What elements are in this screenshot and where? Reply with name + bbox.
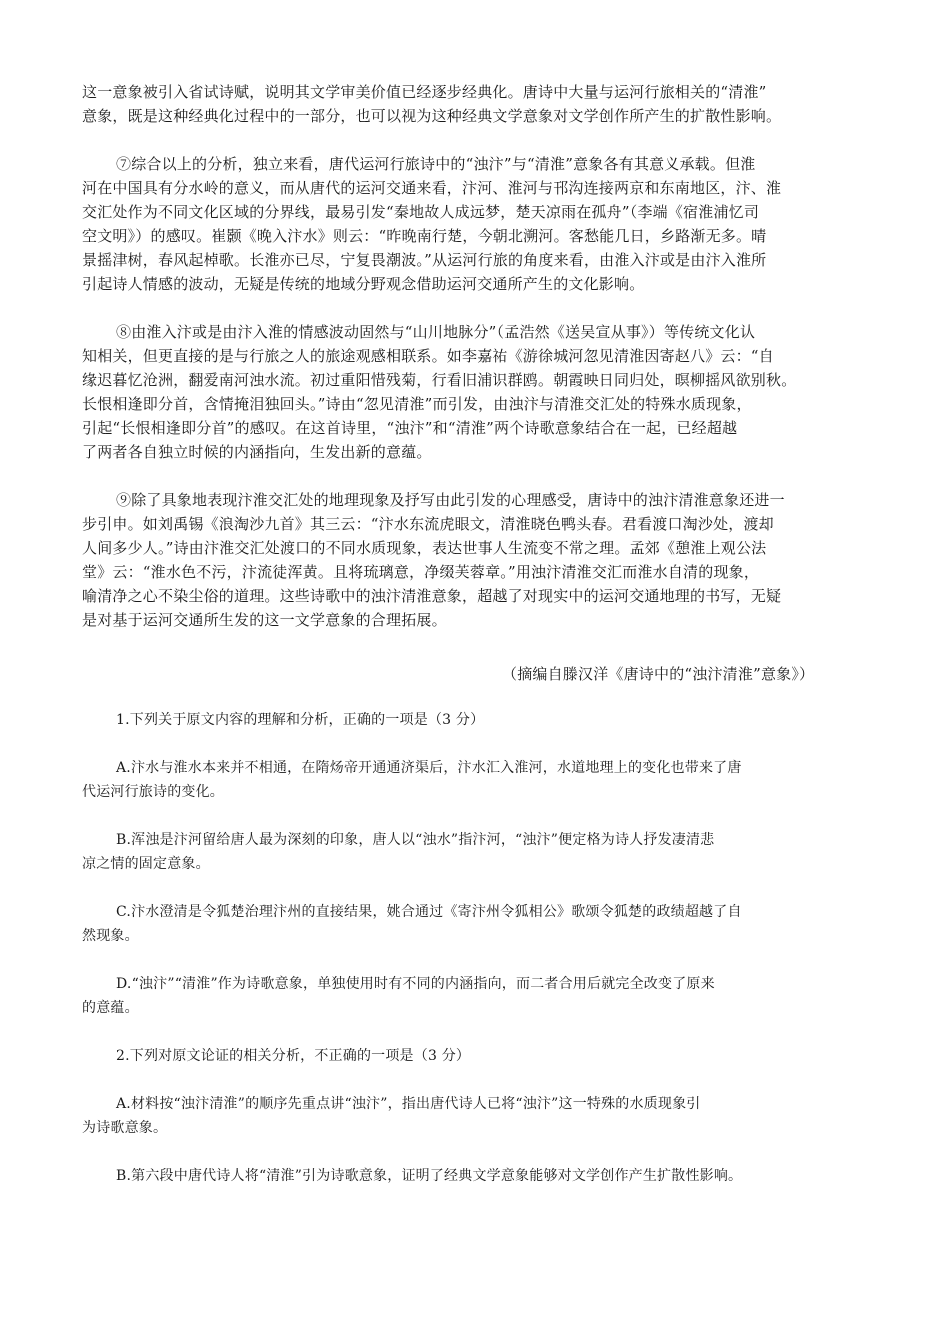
text-line: ⑦综合以上的分析，独立来看，唐代运河行旅诗中的“浊汴”与“清淮”意象各有其意义承载。但淮	[116, 155, 756, 173]
option-a-cont: 代运河行旅诗的变化。	[82, 784, 224, 800]
text-line: 河在中国具有分水岭的意义，而从唐代的运河交通来看，汴河、淮河与邗沟连接两京和东南地区，汴、淮	[82, 179, 782, 197]
text-line: 引起诗人情感的波动，无疑是传统的地域分野观念借助运河交通所产生的文化影响。	[82, 275, 645, 293]
text-line: 是对基于运河交通所生发的这一文学意象的合理拓展。	[82, 611, 447, 629]
text-line: 空文明》）的感叹。崔颢《晚入汴水》则云：“昨晚南行楚，今朝北溯河。客愁能几日，乡路渐无多。晴	[82, 227, 767, 245]
question-stem: 1.下列关于原文内容的理解和分析，正确的一项是（3 分）	[116, 712, 485, 728]
text-line: 了两者各自独立时候的内涵指向，生发出新的意蕴。	[82, 443, 432, 461]
option-b: B.第六段中唐代诗人将“清淮”引为诗歌意象，证明了经典文学意象能够对文学创作产生扩散性影响。	[116, 1168, 743, 1184]
option-b-cont: 凉之情的固定意象。	[82, 856, 210, 872]
text-line: 喻清净之心不染尘俗的道理。这些诗歌中的浊汴清淮意象，超越了对现实中的运河交通地理的书写，无疑	[82, 587, 782, 605]
text-line: 步引申。如刘禹锡《浪淘沙九首》其三云：“汴水东流虎眼文，清淮晓色鸭头春。君看渡口淘沙处，渡却	[82, 515, 774, 533]
option-b: B.浑浊是汴河留给唐人最为深刻的印象，唐人以“浊水”指汴河，“浊汴”便定格为诗人抒发凄清悲	[116, 832, 715, 848]
text-line: 缘迟暮忆沧洲，翻爱南河浊水流。初过重阳惜残菊，行看旧浦识群鸥。朝霞映日同归处，暝柳摇风欲别秋。	[82, 371, 797, 389]
text-line: 景摇津树，春风起棹歌。长淮亦已尽，宁复畏潮波。”从运河行旅的角度来看，由淮入汴或是由汴入淮所	[82, 251, 767, 269]
text-line: 引起“长恨相逢即分首”的感叹。在这首诗里，“浊汴”和“清淮”两个诗歌意象结合在一起，已经超越	[82, 419, 738, 437]
text-line: 知相关，但更直接的是与行旅之人的旅途观感相联系。如李嘉祐《游徐城河忽见清淮因寄赵八》云：“自	[82, 347, 774, 365]
question-stem: 2.下列对原文论证的相关分析，不正确的一项是（3 分）	[116, 1048, 471, 1064]
text-line: 交汇处作为不同文化区域的分界线，最易引发“秦地故人成远梦，楚天凉雨在孤舟”（李端《宿淮浦忆司	[82, 203, 760, 221]
text-line: ⑧由淮入汴或是由汴入淮的情感波动固然与“山川地脉分”（孟浩然《送吴宣从事》）等传统文化认	[116, 323, 756, 341]
text-line: 堂》云：“淮水色不污，汴流徒浑黄。且将琉璃意，净缀芙蓉章。”用浊汴清淮交汇而淮水自清的现象，	[82, 563, 760, 581]
option-d: D.“浊汴”“清淮”作为诗歌意象，单独使用时有不同的内涵指向，而二者合用后就完全改变了原来	[116, 976, 715, 992]
option-a-cont: 为诗歌意象。	[82, 1120, 168, 1136]
option-a: A.材料按“浊汴清淮”的顺序先重点讲“浊汴”，指出唐代诗人已将“浊汴”这一特殊的水质现象引	[116, 1096, 701, 1112]
option-c: C.汴水澄清是令狐楚治理汴州的直接结果，姚合通过《寄汴州令狐相公》歌颂令狐楚的政绩超越了自	[116, 904, 742, 920]
option-d-cont: 的意蕴。	[82, 1000, 139, 1016]
option-a: A.汴水与淮水本来并不相通，在隋炀帝开通通济渠后，汴水汇入淮河，水道地理上的变化也带来了唐	[116, 760, 742, 776]
text-line: ⑨除了具象地表现汴淮交汇处的地理现象及抒写由此引发的心理感受，唐诗中的浊汴清淮意象还进一	[116, 491, 785, 509]
option-c-cont: 然现象。	[82, 928, 139, 944]
text-line: 意象，既是这种经典化过程中的一部分，也可以视为这种经典文学意象对文学创作所产生的扩散性影响。	[82, 107, 782, 125]
source-citation: （摘编自滕汉洋《唐诗中的“浊汴清淮”意象》）	[502, 665, 815, 683]
text-line: 人间多少人。”诗由汴淮交汇处渡口的不同水质现象，表达世事人生流变不常之理。孟郊《憩淮上观公法	[82, 539, 767, 557]
text-line: 长恨相逢即分首，含情掩泪独回头。”诗由“忽见清淮”而引发，由浊汴与清淮交汇处的特殊水质现象，	[82, 395, 752, 413]
text-line: 这一意象被引入省试诗赋，说明其文学审美价值已经逐步经典化。唐诗中大量与运河行旅相关的“清淮”	[82, 83, 767, 101]
